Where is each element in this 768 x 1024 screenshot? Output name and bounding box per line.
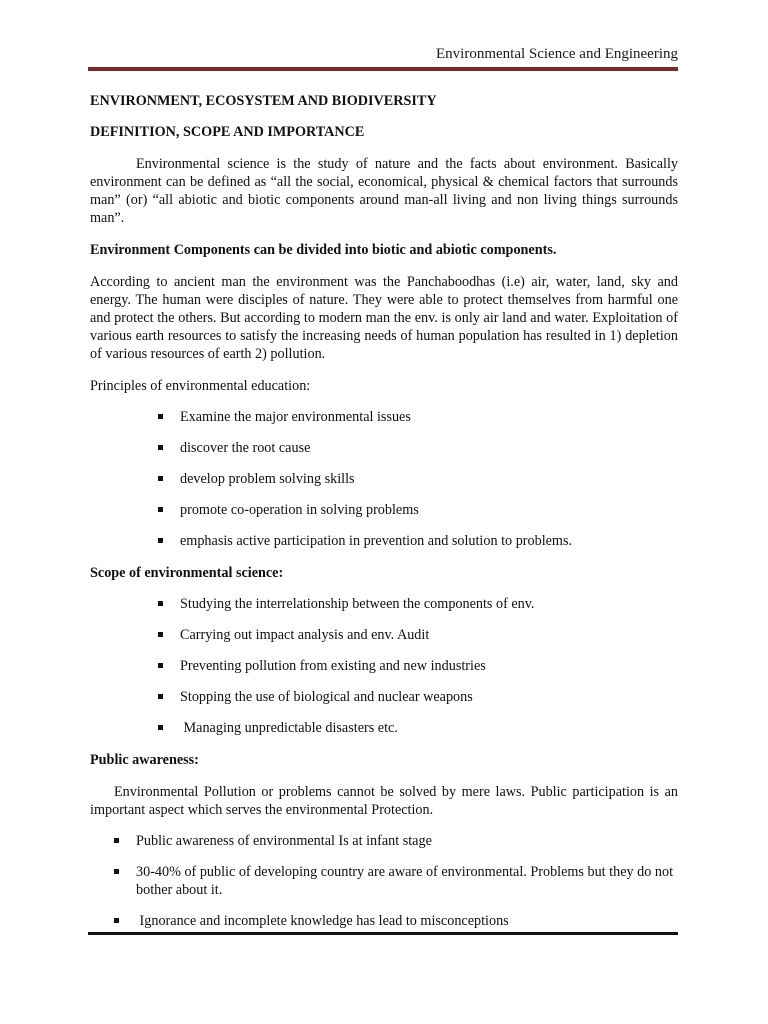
awareness-list	[112, 832, 678, 930]
section-heading-definition: DEFINITION, SCOPE AND IMPORTANCE	[90, 124, 365, 140]
list-item: 30-40% of public of developing country are aware of environmental. Problems but they do not bother about it.	[112, 863, 678, 899]
list-item: Stopping the use of biological and nuclear weapons	[156, 688, 678, 706]
scope-list	[156, 595, 678, 737]
square-bullet-icon	[114, 838, 119, 843]
awareness-heading: Public awareness:	[90, 752, 199, 768]
square-bullet-icon	[158, 632, 163, 637]
list-item: Studying the interrelationship between the components of env.	[156, 595, 678, 613]
square-bullet-icon	[158, 414, 163, 419]
scope-heading: Scope of environmental science:	[90, 565, 284, 581]
square-bullet-icon	[158, 601, 163, 606]
running-header-title: Environmental Science and Engineering	[436, 46, 678, 62]
list-item: Examine the major environmental issues	[156, 408, 678, 426]
square-bullet-icon	[114, 869, 119, 874]
square-bullet-icon	[158, 725, 163, 730]
list-item: emphasis active participation in prevention and solution to problems.	[156, 532, 678, 550]
list-item: discover the root cause	[156, 439, 678, 457]
history-paragraph: According to ancient man the environment was the Panchaboodhas (i.e) air, water, land, sky and energy. The human were disciples of nature. They were able to protect themselves from harmful one and protect the others. But according to modern man the env. is only air land and water. Exploitation of various earth resources to satisfy the increasing needs of human population has resulted in 1) depletion of various resources of earth 2) pollution.	[90, 274, 678, 362]
principles-label: Principles of environmental education:	[90, 378, 311, 394]
list-item: Carrying out impact analysis and env. Audit	[156, 626, 678, 644]
components-heading: Environment Components can be divided into biotic and abiotic components.	[90, 242, 557, 258]
list-item: Public awareness of environmental Is at infant stage	[112, 832, 678, 850]
square-bullet-icon	[158, 445, 163, 450]
list-item: develop problem solving skills	[156, 470, 678, 488]
square-bullet-icon	[158, 507, 163, 512]
square-bullet-icon	[158, 476, 163, 481]
square-bullet-icon	[158, 694, 163, 699]
square-bullet-icon	[158, 663, 163, 668]
square-bullet-icon	[114, 918, 119, 923]
list-item: Ignorance and incomplete knowledge has lead to misconceptions	[112, 912, 678, 930]
footer-rule	[88, 932, 678, 935]
section-heading-main: ENVIRONMENT, ECOSYSTEM AND BIODIVERSITY	[90, 93, 437, 109]
list-item: Managing unpredictable disasters etc.	[156, 719, 678, 737]
list-item: promote co-operation in solving problems	[156, 501, 678, 519]
awareness-paragraph: Environmental Pollution or problems cannot be solved by mere laws. Public participation is an important aspect which serves the environmental Protection.	[90, 784, 678, 818]
list-item: Preventing pollution from existing and new industries	[156, 657, 678, 675]
page-body	[90, 86, 678, 930]
intro-paragraph: Environmental science is the study of nature and the facts about environment. Basically environment can be defined as “all the social, economical, physical & chemical factors that surrounds man” (or) “all abiotic and biotic components around man-all living and non living things surrounds man”.	[90, 156, 678, 226]
principles-list	[156, 408, 678, 550]
square-bullet-icon	[158, 538, 163, 543]
header-rule	[88, 67, 678, 71]
